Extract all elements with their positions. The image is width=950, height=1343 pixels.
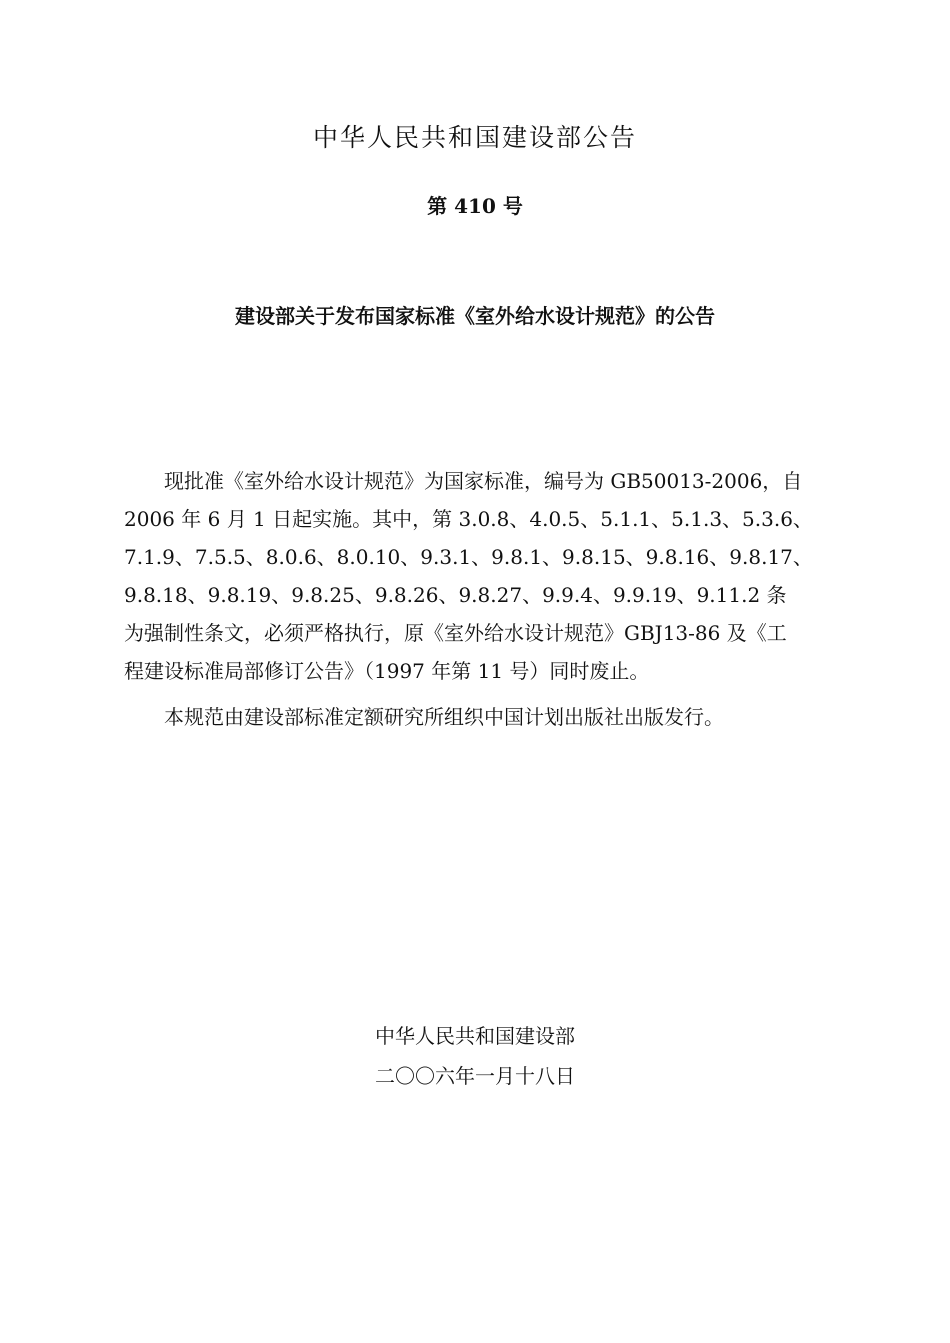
announcement-body <box>124 462 832 744</box>
signature-date: 二〇〇六年一月十八日 <box>375 1064 575 1088</box>
page-title: 中华人民共和国建设部公告 <box>312 123 637 152</box>
body-paragraph-2: 本规范由建设部标准定额研究所组织中国计划出版社出版发行。 <box>164 705 724 729</box>
paragraph-1-line-3: 7.1.9、7.5.5、8.0.6、8.0.10、9.3.1、9.8.1、9.8.15、9.8.16、9.8.17、 <box>124 545 813 569</box>
paragraph-1-line-1: 现批准《室外给水设计规范》为国家标准，编号为 GB50013-2006，自 <box>164 469 803 493</box>
paragraph-1-line-6: 程建设标准局部修订公告》（1997 年第 11 号）同时废止。 <box>124 659 650 683</box>
paragraph-1-line-5: 为强制性条文，必须严格执行，原《室外给水设计规范》GBJ13-86 及《工 <box>124 621 787 645</box>
announcement-subject: 建设部关于发布国家标准《室外给水设计规范》的公告 <box>235 304 715 328</box>
body-paragraph-1 <box>124 462 832 500</box>
paragraph-1-line-4: 9.8.18、9.8.19、9.8.25、9.8.26、9.8.27、9.9.4、9.9.19、9.11.2 条 <box>124 583 787 607</box>
announcement-number: 第 410 号 <box>427 194 523 218</box>
signature-organization: 中华人民共和国建设部 <box>375 1024 575 1048</box>
paragraph-1-continued <box>124 500 832 690</box>
paragraph-1-line-2: 2006 年 6 月 1 日起实施。其中，第 3.0.8、4.0.5、5.1.1、5.1.3、5.3.6、 <box>124 507 813 531</box>
